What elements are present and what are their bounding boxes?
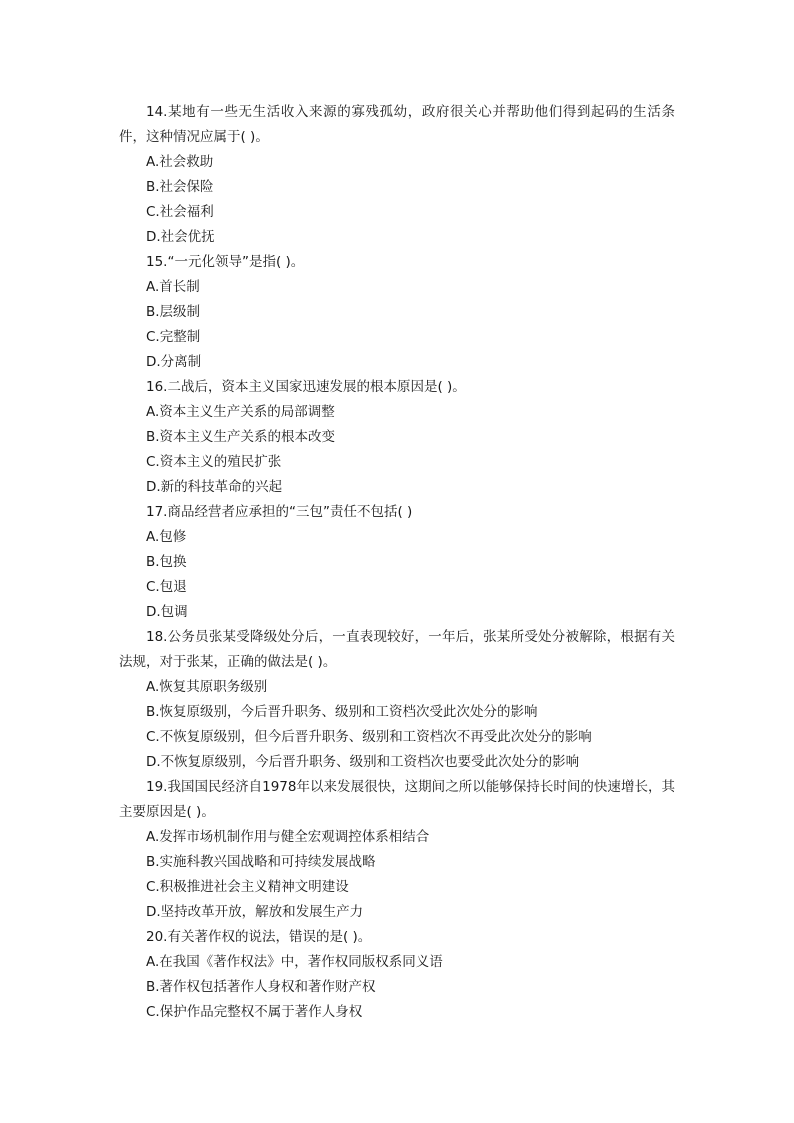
question-19: 19.我国国民经济自1978年以来发展很快，这期间之所以能够保持长时间的快速增长，其主要原因是( )。 — [119, 779, 675, 820]
option-16-a: A.资本主义生产关系的局部调整 — [146, 404, 335, 420]
option-16-c: C.资本主义的殖民扩张 — [146, 454, 282, 470]
option-20-b: B.著作权包括著作人身权和著作财产权 — [146, 979, 376, 995]
option-17-a: A.包修 — [146, 529, 187, 545]
option-16-b: B.资本主义生产关系的根本改变 — [146, 429, 336, 445]
option-14-a: A.社会救助 — [146, 154, 214, 170]
option-14-c: C.社会福利 — [146, 204, 214, 220]
option-19-a: A.发挥市场机制作用与健全宏观调控体系相结合 — [146, 829, 430, 845]
option-14-d: D.社会优抚 — [146, 229, 215, 245]
option-18-a: A.恢复其原职务级别 — [146, 679, 268, 695]
question-16: 16.二战后，资本主义国家迅速发展的根本原因是( )。 — [146, 379, 466, 395]
question-15: 15.“一元化领导”是指( )。 — [146, 254, 305, 270]
question-18: 18.公务员张某受降级处分后，一直表现较好，一年后，张某所受处分被解除，根据有关法规，对于张某，正确的做法是( )。 — [119, 629, 675, 670]
question-list — [119, 100, 675, 1025]
option-14-b: B.社会保险 — [146, 179, 214, 195]
option-19-b: B.实施科教兴国战略和可持续发展战略 — [146, 854, 376, 870]
question-14: 14.某地有一些无生活收入来源的寡残孤幼，政府很关心并帮助他们得到起码的生活条件，这种情况应属于( )。 — [119, 104, 675, 145]
option-19-d: D.坚持改革开放，解放和发展生产力 — [146, 904, 364, 920]
option-15-a: A.首长制 — [146, 279, 200, 295]
option-15-b: B.层级制 — [146, 304, 201, 320]
option-20-a: A.在我国《著作权法》中，著作权同版权系同义语 — [146, 954, 443, 970]
option-18-d: D.不恢复原级别，今后晋升职务、级别和工资档次也要受此次处分的影响 — [146, 754, 580, 770]
option-15-c: C.完整制 — [146, 329, 201, 345]
option-17-b: B.包换 — [146, 554, 187, 570]
option-17-c: C.包退 — [146, 579, 187, 595]
option-15-d: D.分离制 — [146, 354, 202, 370]
option-19-c: C.积极推进社会主义精神文明建设 — [146, 879, 349, 895]
option-16-d: D.新的科技革命的兴起 — [146, 479, 283, 495]
option-17-d: D.包调 — [146, 604, 188, 620]
question-17: 17.商品经营者应承担的“三包”责任不包括( ) — [146, 504, 413, 520]
question-20: 20.有关著作权的说法，错误的是( )。 — [146, 929, 372, 945]
option-18-c: C.不恢复原级别，但今后晋升职务、级别和工资档次不再受此次处分的影响 — [146, 729, 592, 745]
option-20-c: C.保护作品完整权不属于著作人身权 — [146, 1004, 363, 1020]
option-18-b: B.恢复原级别，今后晋升职务、级别和工资档次受此次处分的影响 — [146, 704, 538, 720]
